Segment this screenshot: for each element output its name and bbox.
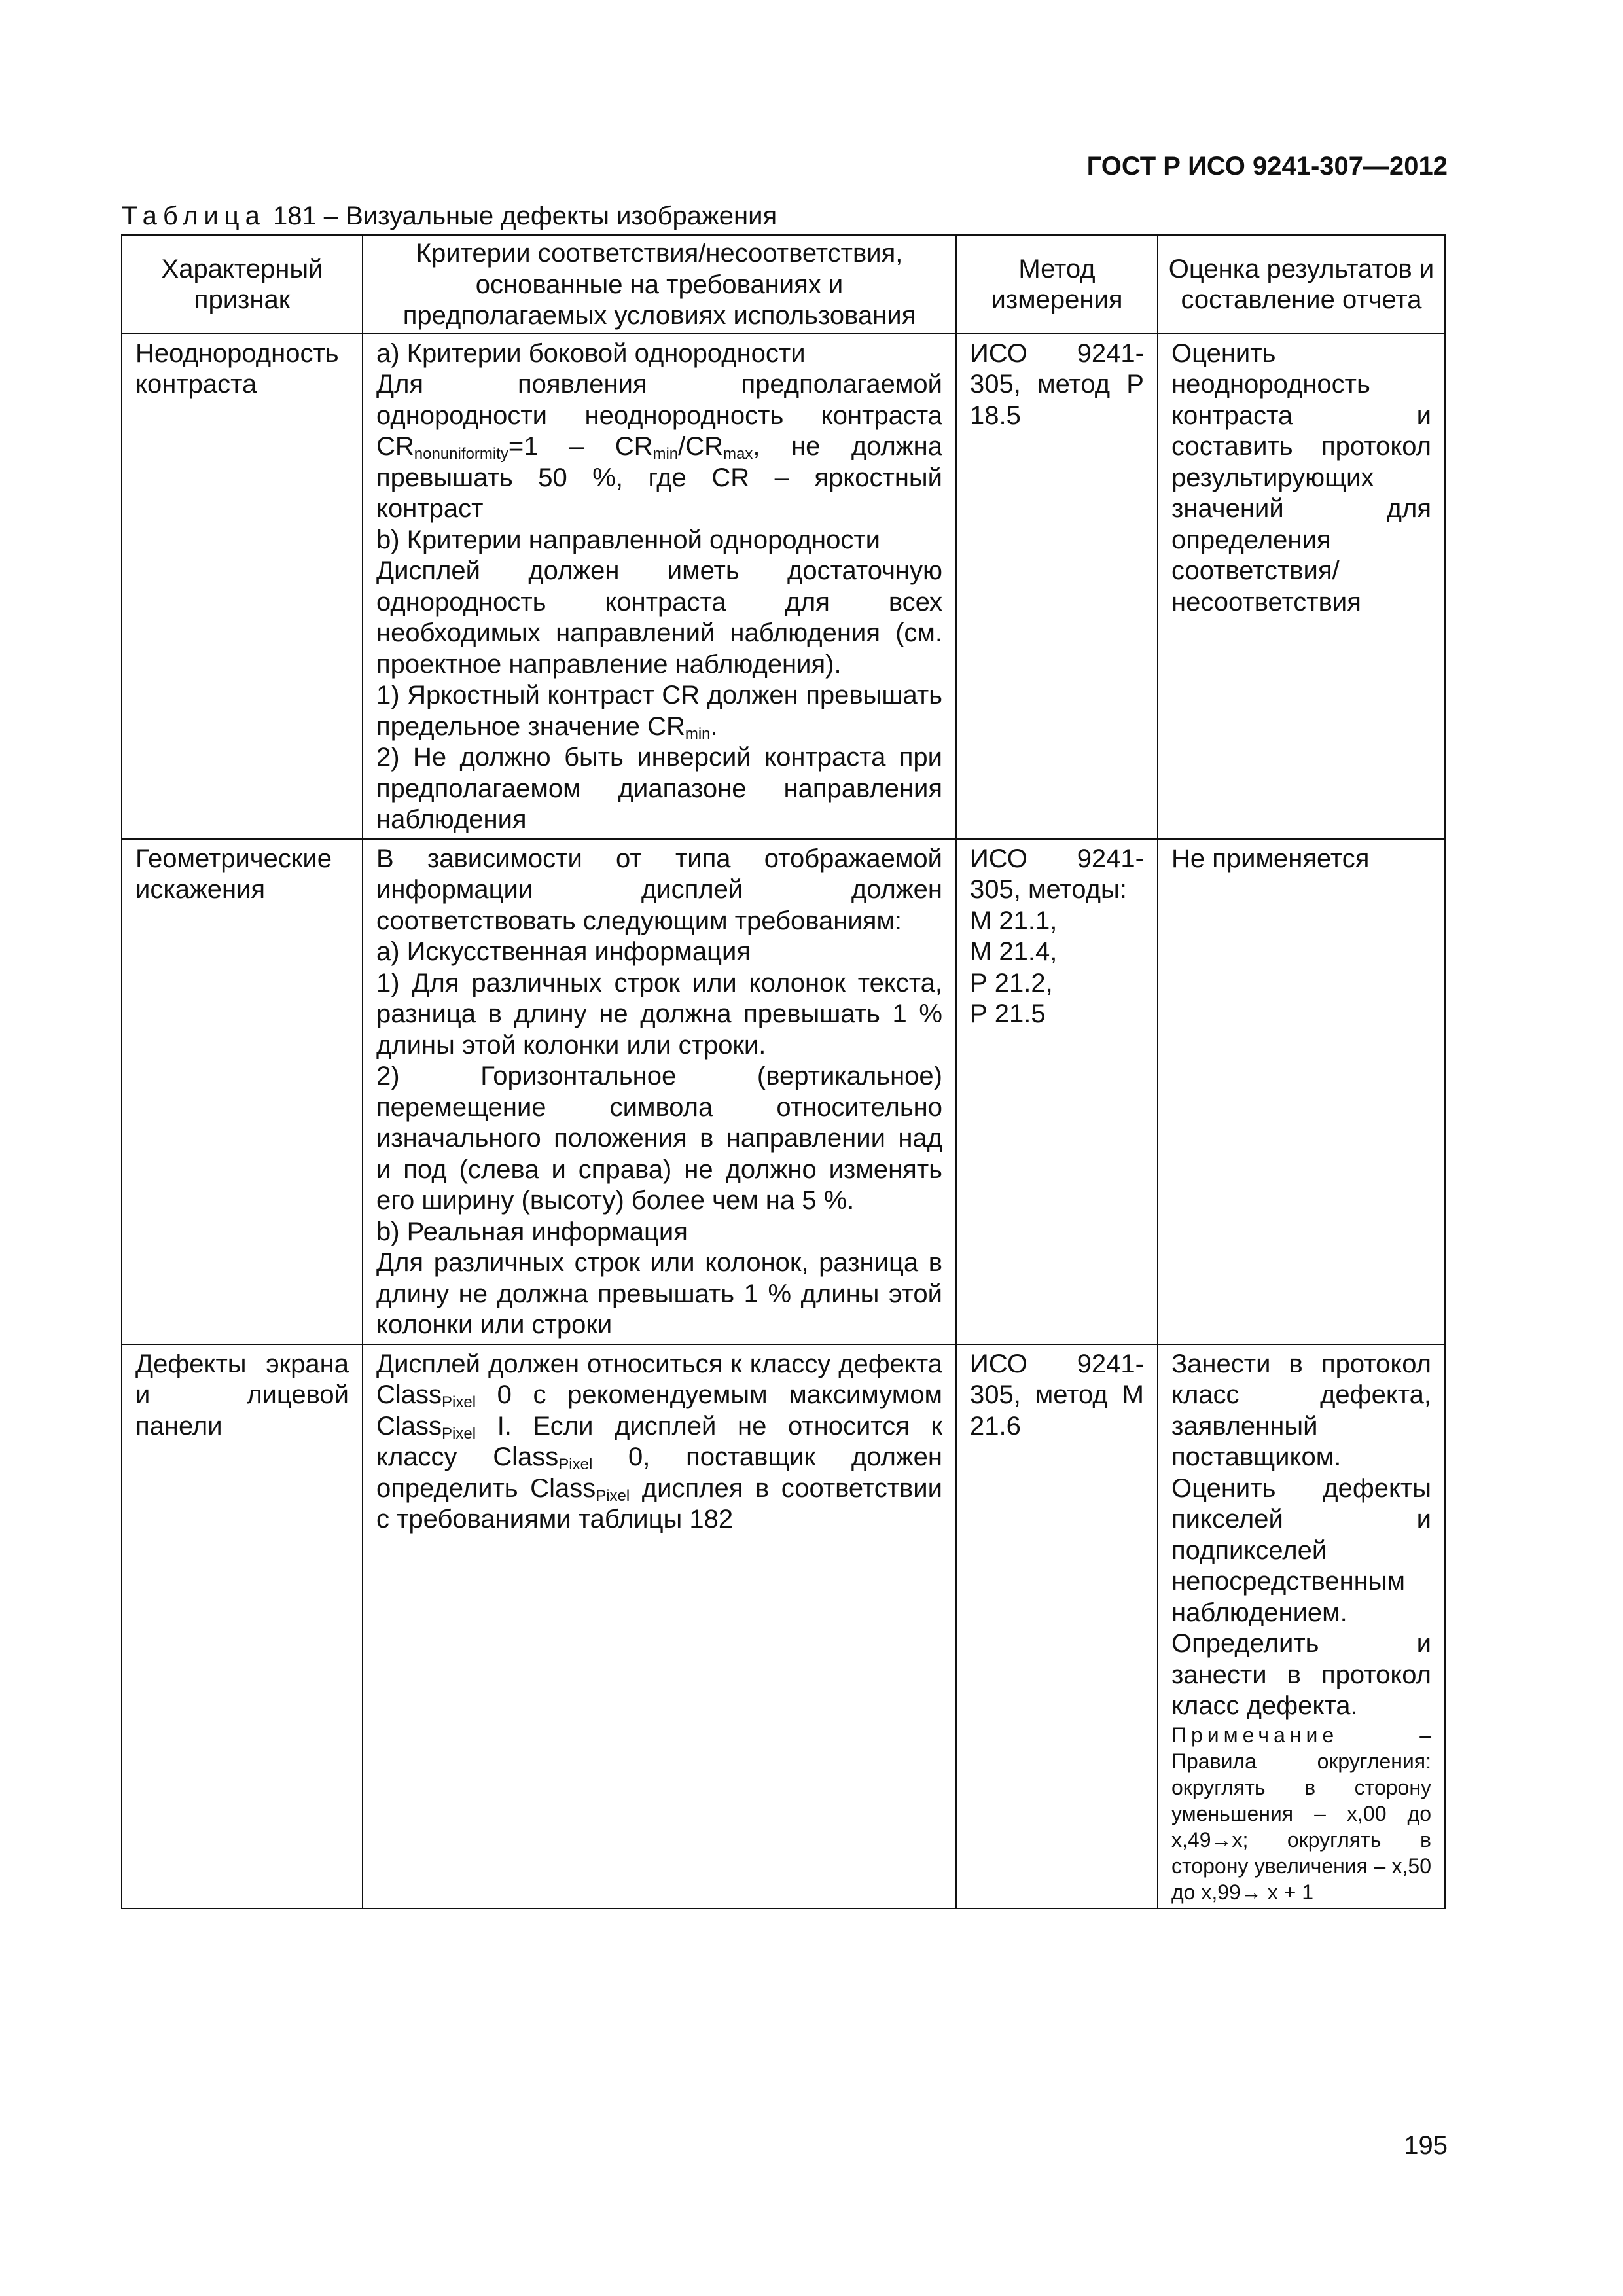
table-caption-prefix: Таблица [122, 202, 266, 230]
cell-assessment: Оценить неоднородность контраста и составить протокол результирующих значений для определения соответствия/несоответствия [1158, 334, 1445, 839]
cell-method: ИСО 9241-305, метод М 21.6 [956, 1344, 1158, 1909]
cell-criteria [363, 839, 956, 1344]
criteria-a-text: Для появления предполагаемой однородности неоднородность контраста $CR_{nonuniformity}=1 - CR_{min}/CR_{max}$, не должна превышать 50 %, где CR – яркостный контраст [376, 370, 942, 523]
table-header-row [122, 235, 1445, 334]
header-method: Метод измерения [956, 235, 1158, 334]
header-feature: Характерный признак [122, 235, 363, 334]
assessment-paragraph: Определить и занести в протокол класс дефекта. [1171, 1629, 1431, 1720]
method-line: Р 21.2, [970, 968, 1053, 997]
header-assessment: Оценка результатов и составление отчета [1158, 235, 1445, 334]
assessment-paragraph: Занести в протокол класс дефекта, заявленный поставщиком. [1171, 1349, 1431, 1471]
cell-feature: Дефекты экрана и лицевой панели [122, 1344, 363, 1909]
criteria-intro: В зависимости от типа отображаемой информации дисплей должен соответствовать следующим требованиям: [376, 844, 942, 935]
table-row [122, 839, 1445, 1344]
criteria-item-2: 2) Горизонтальное (вертикальное) перемещение символа относительно изначального положения в направлении над и под (слева и справа) не должно изменять его ширину (высоту) более чем на 5 %. [376, 1062, 942, 1215]
note-title: Примечание [1171, 1723, 1339, 1747]
criteria-b-text: Для различных строк или колонок, разница в длину не должна превышать 1 % длины этой колонки или строки [376, 1248, 942, 1339]
assessment-paragraph: Оценить дефекты пикселей и подпикселей непосредственным наблюдением. [1171, 1473, 1431, 1627]
criteria-a-title: а) Критерии боковой однородности [376, 338, 806, 368]
method-line: М 21.1, [970, 906, 1058, 935]
note-text: – Правила округления: округлять в сторону уменьшения – x,00 до x,49→x; округлять в сторону увеличения – x,50 до x,99→ x + 1 [1171, 1723, 1431, 1904]
cell-feature: Геометрические искажения [122, 839, 363, 1344]
cell-criteria: Дисплей должен относиться к классу дефекта Class$_{Pixel}$ 0 с рекомендуемым максимумом Class$_{Pixel}$ I. Если дисплей не относится к классу Class$_{Pixel}$ 0, поставщик должен определить Class$_{Pixel}$ дисплея в соответствии с требованиями таблицы 182 [363, 1344, 956, 1909]
criteria-b-title: b) Реальная информация [376, 1217, 688, 1246]
criteria-item-2: 2) Не должно быть инверсий контраста при предполагаемом диапазоне направления наблюдения [376, 743, 942, 834]
cell-method [956, 839, 1158, 1344]
standard-designation: ГОСТ Р ИСО 9241-307—2012 [1086, 152, 1448, 181]
cell-method: ИСО 9241-305, метод Р 18.5 [956, 334, 1158, 839]
criteria-item-1: 1) Яркостный контраст CR должен превышать предельное значение $CR_{min}$. [376, 681, 942, 743]
table-row [122, 1344, 1445, 1909]
method-line: ИСО 9241-305, методы: [970, 844, 1144, 904]
page-number: 195 [1404, 2131, 1448, 2160]
table-caption-text: 181 – Визуальные дефекты изображения [265, 202, 777, 230]
assessment-note [1171, 1722, 1431, 1905]
method-line: Р 21.5 [970, 999, 1046, 1028]
criteria-item-1: 1) Для различных строк или колонок текста, разница в длину не должна превышать 1 % длины этой колонки или строки. [376, 968, 942, 1060]
header-criteria: Критерии соответствия/несоответствия, основанные на требованиях и предполагаемых условиях использования [363, 235, 956, 334]
cell-assessment: Не применяется [1158, 839, 1445, 1344]
visual-defects-table [121, 234, 1446, 1909]
table-row [122, 334, 1445, 839]
cell-feature: Неоднородность контраста [122, 334, 363, 839]
cell-assessment [1158, 1344, 1445, 1909]
criteria-a-title: а) Искусственная информация [376, 937, 751, 966]
criteria-b-title: b) Критерии направленной однородности [376, 525, 881, 554]
table-caption [122, 202, 777, 231]
cell-criteria [363, 334, 956, 839]
criteria-b-text: Дисплей должен иметь достаточную однородность контраста для всех необходимых направлений наблюдения (см. проектное направление наблюдения). [376, 556, 942, 679]
method-line: М 21.4, [970, 937, 1058, 966]
